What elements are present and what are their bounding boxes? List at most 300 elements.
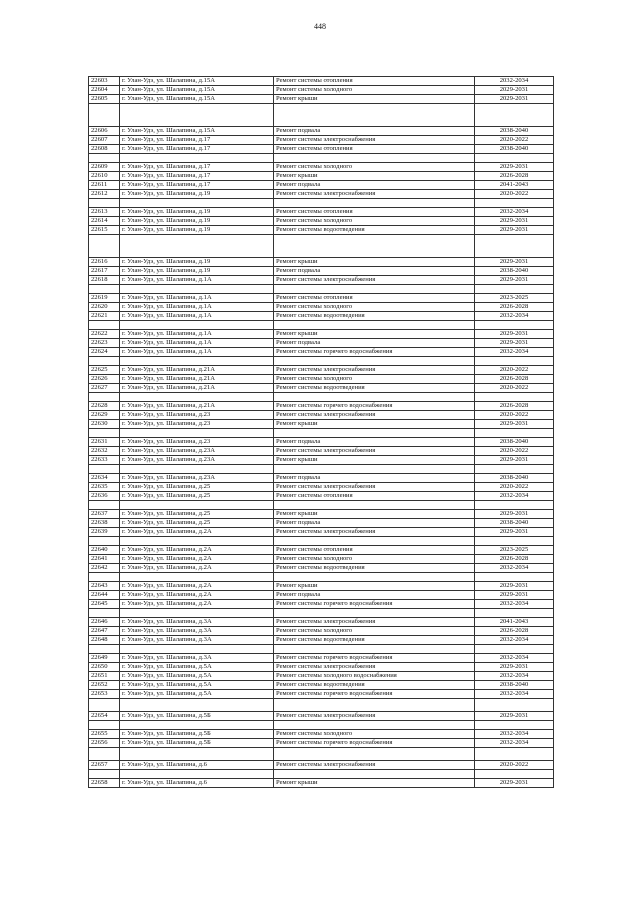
work-type-cell: Ремонт системы электроснабжения — [274, 618, 475, 627]
repair-schedule-table — [88, 76, 554, 788]
record-number: 22635 — [89, 483, 120, 492]
spacer-cell — [475, 645, 554, 654]
table-row — [89, 330, 554, 339]
address-cell: г. Улан-Удэ, ул. Шалапина, д.1А — [120, 330, 274, 339]
period-cell: 2029-2031 — [475, 226, 554, 235]
work-type-cell: Ремонт крыши — [274, 510, 475, 519]
address-cell: г. Улан-Удэ, ул. Шалапина, д.17 — [120, 172, 274, 181]
period-cell: 2029-2031 — [475, 95, 554, 104]
record-number: 22611 — [89, 181, 120, 190]
record-number: 22608 — [89, 145, 120, 154]
period-cell: 2026-2028 — [475, 303, 554, 312]
period-cell: 2026-2028 — [475, 555, 554, 564]
spacer-row — [89, 357, 554, 366]
table-row — [89, 636, 554, 645]
spacer-cell — [89, 235, 120, 258]
spacer-cell — [274, 285, 475, 294]
work-type-cell: Ремонт крыши — [274, 456, 475, 465]
table-row — [89, 739, 554, 748]
record-number: 22650 — [89, 663, 120, 672]
address-cell: г. Улан-Удэ, ул. Шалапина, д.15А — [120, 77, 274, 86]
spacer-cell — [89, 645, 120, 654]
address-cell: г. Улан-Удэ, ул. Шалапина, д.15А — [120, 86, 274, 95]
record-number: 22652 — [89, 681, 120, 690]
spacer-cell — [120, 645, 274, 654]
work-type-cell: Ремонт системы холодного — [274, 555, 475, 564]
spacer-cell — [120, 501, 274, 510]
spacer-cell — [89, 154, 120, 163]
address-cell: г. Улан-Удэ, ул. Шалапина, д.5Б — [120, 730, 274, 739]
address-cell: г. Улан-Удэ, ул. Шалапина, д.23 — [120, 438, 274, 447]
spacer-row — [89, 537, 554, 546]
work-type-cell: Ремонт системы электроснабжения — [274, 663, 475, 672]
record-number: 22612 — [89, 190, 120, 199]
record-number: 22615 — [89, 226, 120, 235]
work-type-cell: Ремонт системы электроснабжения — [274, 712, 475, 721]
record-number: 22603 — [89, 77, 120, 86]
table-row — [89, 294, 554, 303]
work-type-cell: Ремонт системы водоотведения — [274, 681, 475, 690]
spacer-cell — [89, 429, 120, 438]
work-type-cell: Ремонт системы электроснабжения — [274, 761, 475, 770]
spacer-cell — [274, 465, 475, 474]
work-type-cell: Ремонт системы водоотведения — [274, 312, 475, 321]
record-number: 22624 — [89, 348, 120, 357]
address-cell: г. Улан-Удэ, ул. Шалапина, д.23 — [120, 420, 274, 429]
address-cell: г. Улан-Удэ, ул. Шалапина, д.23 — [120, 411, 274, 420]
spacer-cell — [475, 285, 554, 294]
spacer-cell — [274, 235, 475, 258]
period-cell: 2020-2022 — [475, 136, 554, 145]
work-type-cell: Ремонт системы отопления — [274, 77, 475, 86]
period-cell: 2029-2031 — [475, 330, 554, 339]
table-row — [89, 712, 554, 721]
period-cell: 2026-2028 — [475, 375, 554, 384]
address-cell: г. Улан-Удэ, ул. Шалапина, д.19 — [120, 217, 274, 226]
table-row — [89, 127, 554, 136]
address-cell: г. Улан-Удэ, ул. Шалапина, д.2А — [120, 582, 274, 591]
address-cell: г. Улан-Удэ, ул. Шалапина, д.15А — [120, 127, 274, 136]
work-type-cell: Ремонт системы отопления — [274, 492, 475, 501]
table-row — [89, 375, 554, 384]
address-cell: г. Улан-Удэ, ул. Шалапина, д.5А — [120, 681, 274, 690]
work-type-cell: Ремонт системы холодного — [274, 375, 475, 384]
spacer-row — [89, 154, 554, 163]
period-cell: 2041-2043 — [475, 618, 554, 627]
spacer-row — [89, 721, 554, 730]
record-number: 22604 — [89, 86, 120, 95]
work-type-cell: Ремонт системы электроснабжения — [274, 447, 475, 456]
record-number: 22613 — [89, 208, 120, 217]
address-cell: г. Улан-Удэ, ул. Шалапина, д.5Б — [120, 712, 274, 721]
table-row — [89, 217, 554, 226]
table-row — [89, 447, 554, 456]
table-row — [89, 348, 554, 357]
spacer-row — [89, 465, 554, 474]
record-number: 22655 — [89, 730, 120, 739]
address-cell: г. Улан-Удэ, ул. Шалапина, д.1А — [120, 348, 274, 357]
address-cell: г. Улан-Удэ, ул. Шалапина, д.2А — [120, 591, 274, 600]
period-cell: 2020-2022 — [475, 366, 554, 375]
spacer-row — [89, 235, 554, 258]
spacer-cell — [120, 465, 274, 474]
table-row — [89, 681, 554, 690]
spacer-row — [89, 699, 554, 712]
table-row — [89, 618, 554, 627]
work-type-cell: Ремонт системы электроснабжения — [274, 366, 475, 375]
address-cell: г. Улан-Удэ, ул. Шалапина, д.25 — [120, 492, 274, 501]
work-type-cell: Ремонт крыши — [274, 420, 475, 429]
spacer-cell — [89, 609, 120, 618]
spacer-row — [89, 285, 554, 294]
address-cell: г. Улан-Удэ, ул. Шалапина, д.1А — [120, 294, 274, 303]
period-cell: 2032-2034 — [475, 492, 554, 501]
work-type-cell: Ремонт системы холодного — [274, 163, 475, 172]
record-number: 22614 — [89, 217, 120, 226]
period-cell: 2029-2031 — [475, 339, 554, 348]
address-cell: г. Улан-Удэ, ул. Шалапина, д.3А — [120, 627, 274, 636]
spacer-cell — [120, 721, 274, 730]
work-type-cell: Ремонт системы электроснабжения — [274, 276, 475, 285]
record-number: 22627 — [89, 384, 120, 393]
work-type-cell: Ремонт системы отопления — [274, 546, 475, 555]
spacer-cell — [475, 357, 554, 366]
period-cell: 2020-2022 — [475, 384, 554, 393]
period-cell: 2038-2040 — [475, 145, 554, 154]
spacer-row — [89, 429, 554, 438]
spacer-cell — [120, 154, 274, 163]
spacer-cell — [89, 770, 120, 779]
table-row — [89, 672, 554, 681]
record-number: 22653 — [89, 690, 120, 699]
record-number: 22631 — [89, 438, 120, 447]
address-cell: г. Улан-Удэ, ул. Шалапина, д.5А — [120, 663, 274, 672]
period-cell: 2023-2025 — [475, 294, 554, 303]
spacer-cell — [89, 357, 120, 366]
spacer-cell — [89, 104, 120, 127]
spacer-cell — [274, 321, 475, 330]
work-type-cell: Ремонт подвала — [274, 519, 475, 528]
period-cell: 2020-2022 — [475, 411, 554, 420]
work-type-cell: Ремонт крыши — [274, 779, 475, 788]
table-row — [89, 276, 554, 285]
record-number: 22605 — [89, 95, 120, 104]
spacer-row — [89, 770, 554, 779]
spacer-cell — [274, 429, 475, 438]
record-number: 22637 — [89, 510, 120, 519]
table-row — [89, 190, 554, 199]
period-cell: 2032-2034 — [475, 654, 554, 663]
table-row — [89, 492, 554, 501]
work-type-cell: Ремонт системы горячего водоснабжения — [274, 739, 475, 748]
address-cell: г. Улан-Удэ, ул. Шалапина, д.5Б — [120, 739, 274, 748]
spacer-cell — [475, 609, 554, 618]
record-number: 22617 — [89, 267, 120, 276]
spacer-cell — [475, 465, 554, 474]
work-type-cell: Ремонт системы электроснабжения — [274, 136, 475, 145]
address-cell: г. Улан-Удэ, ул. Шалапина, д.21А — [120, 366, 274, 375]
table-row — [89, 411, 554, 420]
work-type-cell: Ремонт системы горячего водоснабжения — [274, 348, 475, 357]
period-cell: 2029-2031 — [475, 591, 554, 600]
record-number: 22630 — [89, 420, 120, 429]
table-row — [89, 208, 554, 217]
address-cell: г. Улан-Удэ, ул. Шалапина, д.1А — [120, 303, 274, 312]
address-cell: г. Улан-Удэ, ул. Шалапина, д.1А — [120, 312, 274, 321]
work-type-cell: Ремонт системы водоотведения — [274, 564, 475, 573]
period-cell: 2038-2040 — [475, 681, 554, 690]
table-row — [89, 582, 554, 591]
period-cell: 2029-2031 — [475, 528, 554, 537]
address-cell: г. Улан-Удэ, ул. Шалапина, д.17 — [120, 181, 274, 190]
table-row — [89, 172, 554, 181]
table-row — [89, 690, 554, 699]
spacer-cell — [120, 321, 274, 330]
work-type-cell: Ремонт подвала — [274, 474, 475, 483]
table-row — [89, 339, 554, 348]
work-type-cell: Ремонт крыши — [274, 582, 475, 591]
spacer-cell — [89, 748, 120, 761]
spacer-cell — [89, 721, 120, 730]
period-cell: 2032-2034 — [475, 564, 554, 573]
record-number: 22621 — [89, 312, 120, 321]
work-type-cell: Ремонт системы горячего водоснабжения — [274, 654, 475, 663]
table-row — [89, 303, 554, 312]
period-cell: 2020-2022 — [475, 761, 554, 770]
period-cell: 2026-2028 — [475, 627, 554, 636]
record-number: 22633 — [89, 456, 120, 465]
work-type-cell: Ремонт подвала — [274, 267, 475, 276]
address-cell: г. Улан-Удэ, ул. Шалапина, д.25 — [120, 510, 274, 519]
work-type-cell: Ремонт системы горячего водоснабжения — [274, 690, 475, 699]
spacer-cell — [274, 393, 475, 402]
spacer-cell — [274, 748, 475, 761]
record-number: 22651 — [89, 672, 120, 681]
address-cell: г. Улан-Удэ, ул. Шалапина, д.6 — [120, 779, 274, 788]
address-cell: г. Улан-Удэ, ул. Шалапина, д.3А — [120, 654, 274, 663]
period-cell: 2038-2040 — [475, 267, 554, 276]
spacer-cell — [475, 393, 554, 402]
address-cell: г. Улан-Удэ, ул. Шалапина, д.25 — [120, 483, 274, 492]
period-cell: 2038-2040 — [475, 438, 554, 447]
record-number: 22640 — [89, 546, 120, 555]
spacer-row — [89, 748, 554, 761]
address-cell: г. Улан-Удэ, ул. Шалапина, д.2А — [120, 564, 274, 573]
spacer-cell — [120, 235, 274, 258]
work-type-cell: Ремонт подвала — [274, 127, 475, 136]
table-row — [89, 145, 554, 154]
spacer-cell — [274, 721, 475, 730]
record-number: 22625 — [89, 366, 120, 375]
period-cell: 2029-2031 — [475, 163, 554, 172]
spacer-cell — [120, 104, 274, 127]
address-cell: г. Улан-Удэ, ул. Шалапина, д.19 — [120, 208, 274, 217]
record-number: 22649 — [89, 654, 120, 663]
address-cell: г. Улан-Удэ, ул. Шалапина, д.23А — [120, 456, 274, 465]
table-row — [89, 86, 554, 95]
work-type-cell: Ремонт подвала — [274, 438, 475, 447]
record-number: 22647 — [89, 627, 120, 636]
table-body — [89, 77, 554, 788]
spacer-cell — [120, 699, 274, 712]
spacer-row — [89, 609, 554, 618]
table-row — [89, 312, 554, 321]
spacer-cell — [274, 537, 475, 546]
address-cell: г. Улан-Удэ, ул. Шалапина, д.1А — [120, 339, 274, 348]
spacer-cell — [120, 573, 274, 582]
period-cell: 2026-2028 — [475, 172, 554, 181]
spacer-cell — [475, 321, 554, 330]
work-type-cell: Ремонт системы электроснабжения — [274, 190, 475, 199]
table-row — [89, 730, 554, 739]
period-cell: 2032-2034 — [475, 636, 554, 645]
work-type-cell: Ремонт подвала — [274, 591, 475, 600]
spacer-cell — [120, 393, 274, 402]
spacer-row — [89, 645, 554, 654]
table-row — [89, 474, 554, 483]
work-type-cell: Ремонт системы электроснабжения — [274, 528, 475, 537]
period-cell: 2029-2031 — [475, 582, 554, 591]
record-number: 22639 — [89, 528, 120, 537]
period-cell: 2029-2031 — [475, 217, 554, 226]
record-number: 22628 — [89, 402, 120, 411]
address-cell: г. Улан-Удэ, ул. Шалапина, д.21А — [120, 375, 274, 384]
address-cell: г. Улан-Удэ, ул. Шалапина, д.5А — [120, 672, 274, 681]
spacer-cell — [89, 393, 120, 402]
period-cell: 2029-2031 — [475, 456, 554, 465]
period-cell: 2029-2031 — [475, 258, 554, 267]
period-cell: 2026-2028 — [475, 402, 554, 411]
period-cell: 2023-2025 — [475, 546, 554, 555]
period-cell: 2032-2034 — [475, 690, 554, 699]
table-row — [89, 384, 554, 393]
address-cell: г. Улан-Удэ, ул. Шалапина, д.6 — [120, 761, 274, 770]
address-cell: г. Улан-Удэ, ул. Шалапина, д.21А — [120, 402, 274, 411]
record-number: 22656 — [89, 739, 120, 748]
table-row — [89, 546, 554, 555]
spacer-cell — [120, 770, 274, 779]
record-number: 22646 — [89, 618, 120, 627]
table-row — [89, 163, 554, 172]
spacer-cell — [120, 609, 274, 618]
period-cell: 2041-2043 — [475, 181, 554, 190]
record-number: 22616 — [89, 258, 120, 267]
work-type-cell: Ремонт системы горячего водоснабжения — [274, 600, 475, 609]
spacer-cell — [274, 770, 475, 779]
period-cell: 2029-2031 — [475, 276, 554, 285]
work-type-cell: Ремонт системы холодного — [274, 730, 475, 739]
record-number: 22645 — [89, 600, 120, 609]
period-cell: 2032-2034 — [475, 730, 554, 739]
work-type-cell: Ремонт системы горячего водоснабжения — [274, 402, 475, 411]
period-cell: 2029-2031 — [475, 86, 554, 95]
spacer-cell — [89, 573, 120, 582]
table-row — [89, 366, 554, 375]
record-number: 22619 — [89, 294, 120, 303]
spacer-cell — [274, 609, 475, 618]
period-cell: 2020-2022 — [475, 190, 554, 199]
spacer-cell — [475, 429, 554, 438]
work-type-cell: Ремонт системы холодного — [274, 217, 475, 226]
table-row — [89, 528, 554, 537]
spacer-cell — [274, 104, 475, 127]
table-row — [89, 267, 554, 276]
spacer-row — [89, 321, 554, 330]
table-row — [89, 555, 554, 564]
period-cell: 2029-2031 — [475, 779, 554, 788]
spacer-cell — [89, 321, 120, 330]
period-cell: 2029-2031 — [475, 712, 554, 721]
spacer-cell — [89, 285, 120, 294]
spacer-cell — [274, 501, 475, 510]
record-number: 22642 — [89, 564, 120, 573]
period-cell: 2032-2034 — [475, 77, 554, 86]
spacer-cell — [120, 199, 274, 208]
spacer-cell — [274, 357, 475, 366]
address-cell: г. Улан-Удэ, ул. Шалапина, д.2А — [120, 600, 274, 609]
work-type-cell: Ремонт системы холодного — [274, 303, 475, 312]
address-cell: г. Улан-Удэ, ул. Шалапина, д.3А — [120, 636, 274, 645]
record-number: 22632 — [89, 447, 120, 456]
work-type-cell: Ремонт системы отопления — [274, 208, 475, 217]
work-type-cell: Ремонт подвала — [274, 339, 475, 348]
work-type-cell: Ремонт системы водоотведения — [274, 636, 475, 645]
spacer-cell — [475, 104, 554, 127]
work-type-cell: Ремонт системы холодного водоснабжения — [274, 672, 475, 681]
spacer-cell — [89, 501, 120, 510]
spacer-cell — [274, 573, 475, 582]
work-type-cell: Ремонт системы отопления — [274, 294, 475, 303]
record-number: 22658 — [89, 779, 120, 788]
period-cell: 2029-2031 — [475, 663, 554, 672]
record-number: 22623 — [89, 339, 120, 348]
period-cell: 2020-2022 — [475, 483, 554, 492]
spacer-cell — [274, 699, 475, 712]
spacer-cell — [120, 537, 274, 546]
table-row — [89, 226, 554, 235]
work-type-cell: Ремонт крыши — [274, 95, 475, 104]
table-row — [89, 136, 554, 145]
work-type-cell: Ремонт системы водоотведения — [274, 384, 475, 393]
period-cell: 2032-2034 — [475, 739, 554, 748]
table-row — [89, 181, 554, 190]
record-number: 22606 — [89, 127, 120, 136]
period-cell: 2032-2034 — [475, 672, 554, 681]
table-row — [89, 402, 554, 411]
work-type-cell: Ремонт системы электроснабжения — [274, 483, 475, 492]
period-cell: 2020-2022 — [475, 447, 554, 456]
address-cell: г. Улан-Удэ, ул. Шалапина, д.23А — [120, 474, 274, 483]
record-number: 22634 — [89, 474, 120, 483]
record-number: 22629 — [89, 411, 120, 420]
spacer-cell — [475, 154, 554, 163]
work-type-cell: Ремонт системы водоотведения — [274, 226, 475, 235]
spacer-cell — [475, 199, 554, 208]
record-number: 22657 — [89, 761, 120, 770]
record-number: 22620 — [89, 303, 120, 312]
record-number: 22607 — [89, 136, 120, 145]
address-cell: г. Улан-Удэ, ул. Шалапина, д.19 — [120, 190, 274, 199]
period-cell: 2029-2031 — [475, 510, 554, 519]
record-number: 22638 — [89, 519, 120, 528]
work-type-cell: Ремонт крыши — [274, 330, 475, 339]
work-type-cell: Ремонт системы отопления — [274, 145, 475, 154]
period-cell: 2038-2040 — [475, 127, 554, 136]
spacer-cell — [89, 465, 120, 474]
table-row — [89, 438, 554, 447]
period-cell: 2029-2031 — [475, 420, 554, 429]
spacer-row — [89, 199, 554, 208]
